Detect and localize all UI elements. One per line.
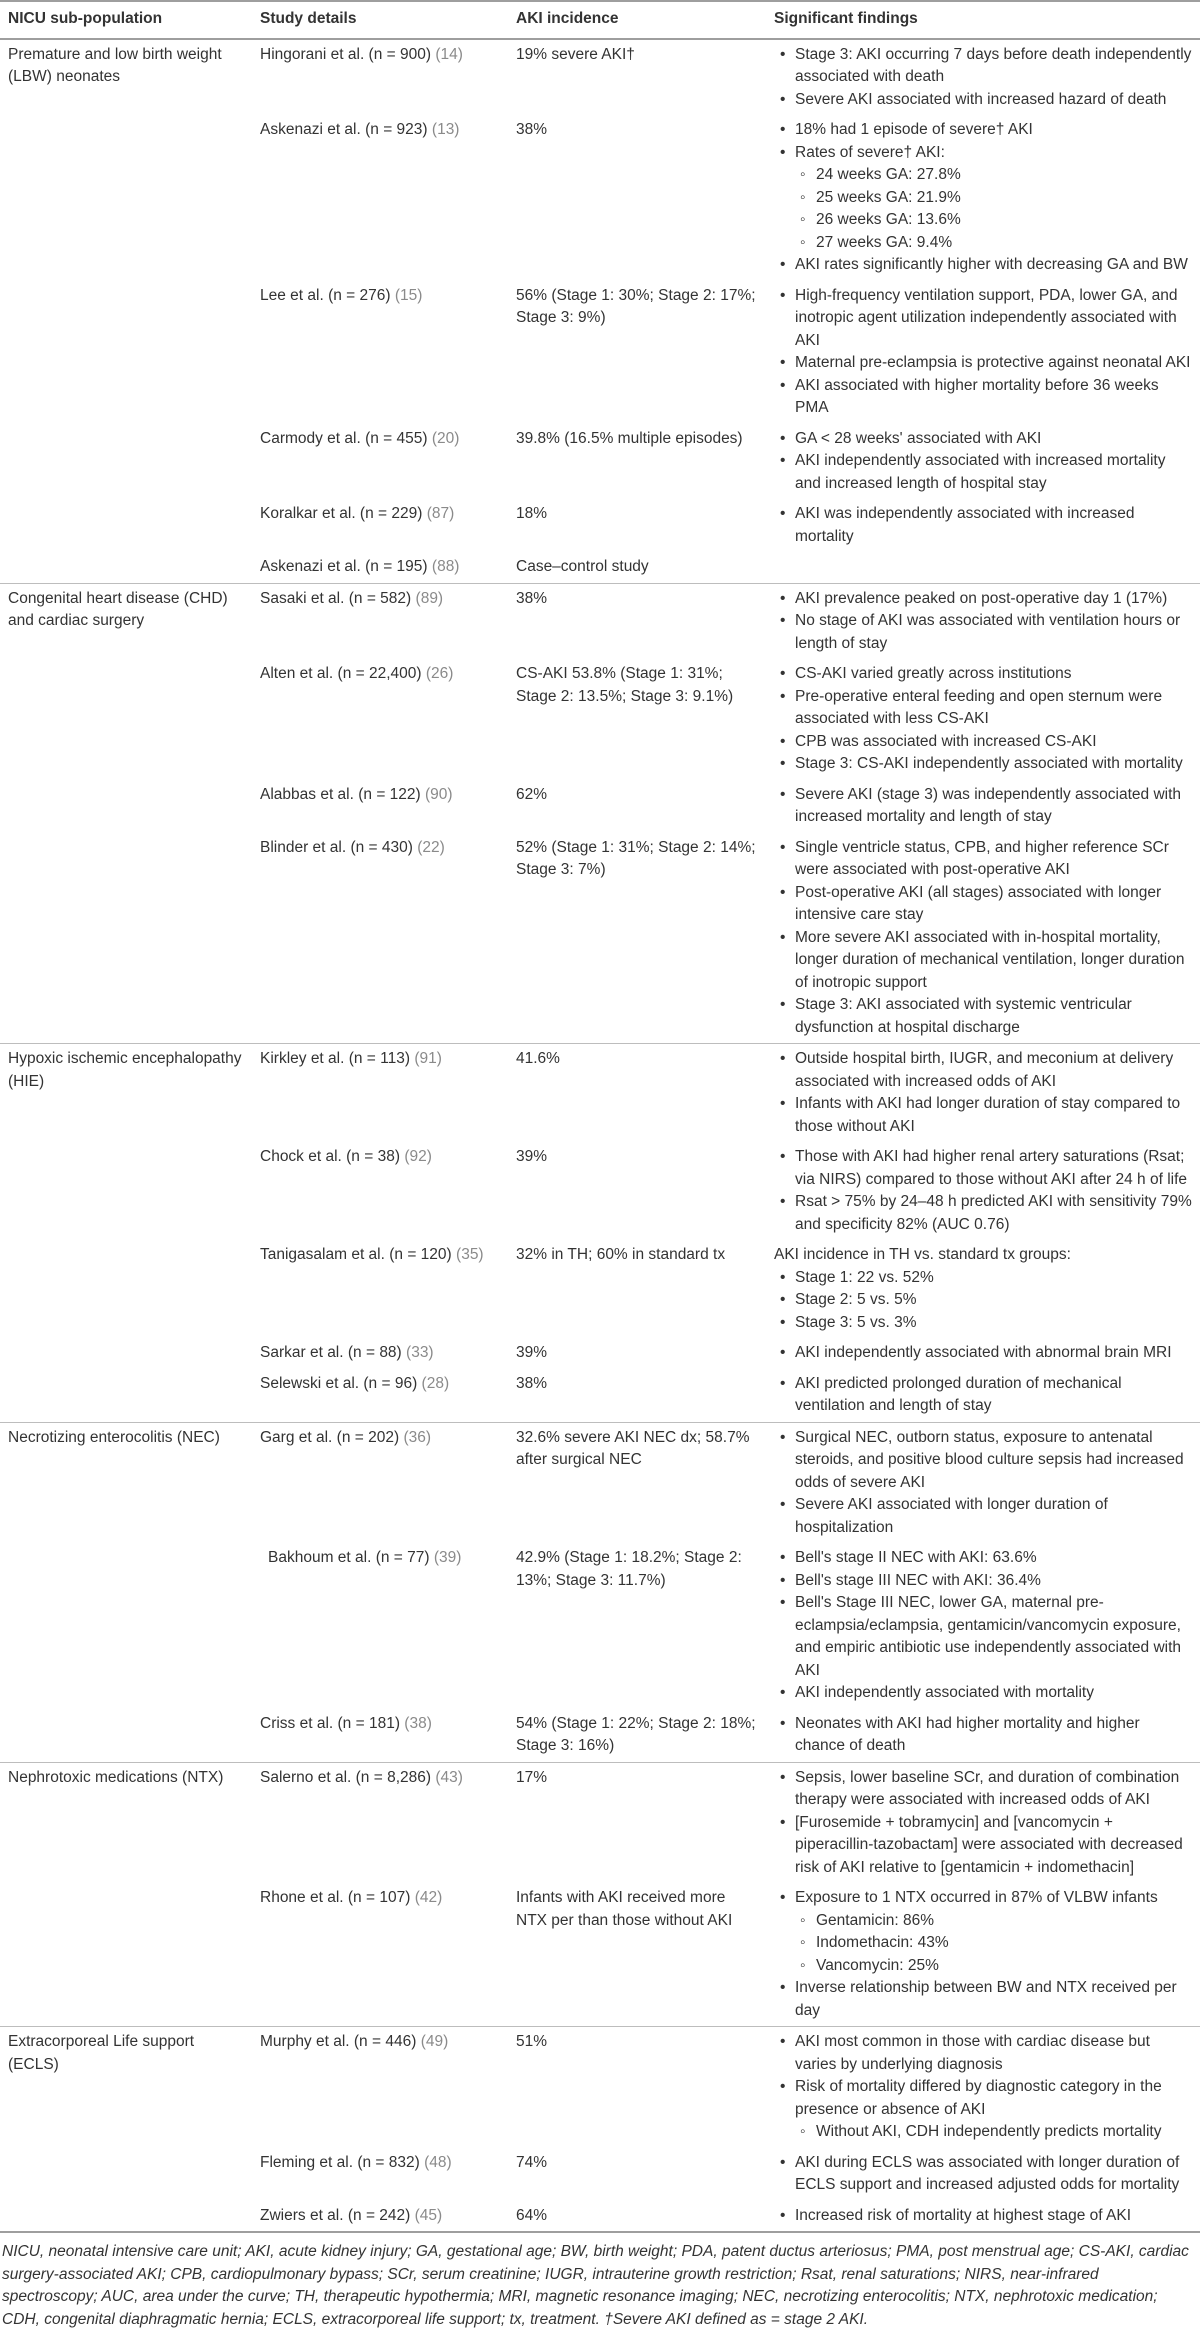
population-cell [0,2201,252,2233]
reference-number: (90) [425,785,453,803]
finding-text: Those with AKI had higher renal artery saturations (Rsat; via NIRS) compared to those without AKI after 24 h of life [795,1148,1188,1188]
finding-text: AKI independently associated with increased mortality and increased length of hospital stay [795,452,1166,492]
finding-subitem: ◦ 25 weeks GA: 21.9% [795,187,1192,210]
table-row [0,780,1200,833]
study-name: Alabbas et al. (n = 122) [260,785,421,803]
study-cell [252,1709,508,1763]
finding-text: Rates of severe† AKI: [795,143,945,161]
finding-text: Stage 3: AKI occurring 7 days before death independently associated with death [795,45,1192,85]
incidence-cell: 39.8% (16.5% multiple episodes) [516,429,743,447]
population-cell [0,424,252,500]
finding-text: Post-operative AKI (all stages) associated with longer intensive care stay [795,883,1162,923]
reference-number: (36) [403,1428,432,1446]
population-cell: Congenital heart disease (CHD) and cardiac surgery [8,589,228,629]
table-row [0,115,1200,281]
findings-cell [766,39,1200,116]
finding-text: AKI predicted prolonged duration of mechanical ventilation and length of stay [795,1374,1122,1414]
finding-sublist [795,1910,1192,1978]
finding-item [774,2031,1192,2076]
findings-list [774,1342,1192,1365]
finding-item [774,1312,1192,1335]
finding-item [774,1547,1192,1570]
header-findings: Significant findings [766,1,1200,39]
finding-item [774,1048,1192,1093]
table-header [0,1,1200,39]
finding-item [774,1977,1192,2022]
finding-text: More severe AKI associated with in-hospital mortality, longer duration of mechanical ventilation, longer duration of inotropic support [795,928,1185,991]
study-name: Garg et al. (n = 202) [260,1428,400,1446]
findings-list [774,1048,1192,1138]
table-row [0,499,1200,552]
incidence-cell: 32% in TH; 60% in standard tx [516,1246,726,1263]
finding-text: CS-AKI varied greatly across institutions [795,665,1072,682]
finding-text: Stage 3: CS-AKI independently associated with mortality [795,755,1183,772]
findings-list [774,2031,1192,2144]
table-row [0,2201,1200,2233]
study-name: Sasaki et al. (n = 582) [260,589,412,607]
findings-list [774,1373,1192,1418]
finding-text: 18% had 1 episode of severe† AKI [795,121,1033,138]
study-cell [252,1369,508,1423]
incidence-cell: 56% (Stage 1: 30%; Stage 2: 17%; Stage 3: 9%) [516,286,756,326]
table-row [0,1543,1200,1709]
finding-item [774,352,1192,375]
table-row [0,1338,1200,1369]
study-cell [252,2201,508,2233]
finding-item [774,1592,1192,1682]
finding-item [774,837,1192,882]
finding-text: Bell's stage III NEC with AKI: 36.4% [795,1571,1041,1589]
reference-number: (49) [420,2033,449,2050]
findings-cell [766,1338,1200,1369]
finding-sublist [795,164,1192,254]
population-cell [0,1883,252,2027]
incidence-cell: 62% [516,785,548,803]
findings-cell [766,115,1200,281]
study-cell [252,833,508,1044]
table-row [0,281,1200,424]
finding-item [774,285,1192,353]
finding-text: Bell's Stage III NEC, lower GA, maternal pre-eclampsia/eclampsia, gentamicin/vancomycin exposure, and empiric antibiotic use independently associated with AKI [795,1594,1182,1679]
finding-item [774,142,1192,255]
findings-list [774,1267,1192,1335]
findings-list [774,2152,1192,2197]
finding-item [774,882,1192,927]
incidence-cell: 39% [516,1344,548,1361]
incidence-cell: 54% (Stage 1: 22%; Stage 2: 18%; Stage 3: 16%) [508,1709,766,1763]
reference-number: (92) [404,1148,432,1165]
finding-item [774,254,1192,277]
finding-item [774,1373,1192,1418]
finding-text: Single ventricle status, CPB, and higher reference SCr were associated with post-operative AKI [795,838,1169,878]
population-cell [0,1142,252,1240]
finding-text: AKI prevalence peaked on post-operative day 1 (17%) [795,589,1168,607]
study-cell [252,1762,508,1883]
population-cell [0,1369,252,1423]
finding-text: Outside hospital birth, IUGR, and meconium at delivery associated with increased odds of AKI [795,1050,1174,1090]
finding-item [774,44,1192,89]
findings-list [774,663,1192,776]
findings-list [774,285,1192,420]
population-cell [0,552,252,583]
finding-item [774,1812,1192,1880]
population-cell [0,1709,252,1763]
incidence-cell: 39% [516,1148,548,1165]
population-cell [0,499,252,552]
population-cell [0,281,252,424]
table-row [0,1369,1200,1423]
reference-number: (45) [414,2206,443,2224]
findings-list [774,837,1192,1040]
table-row [0,1044,1200,1143]
incidence-cell: 74% [516,2153,548,2171]
study-cell [252,1338,508,1369]
reference-number: (14) [435,45,463,63]
study-cell [252,1142,508,1240]
table-footnote: NICU, neonatal intensive care unit; AKI, acute kidney injury; GA, gestational age; BW, birth weight; PDA, patent ductus arteriosus; PMA, post menstrual age; CS-AKI, cardiac surgery-associated AKI; CPB, cardiopulmonary bypass; SCr, serum creatinine; IUGR, intrauterine growth restriction; Rsat, renal saturations; NIRS, near-infrared spectroscopy; AUC, area under the curve; TH, therapeutic hypothermia; MRI, magnetic resonance imaging; NEC, necrotizing enterocolitis; NTX, nephrotoxic medication; CDH, congenital diaphragmatic hernia; ECLS, extracorporeal life support; tx, treatment. †Severe AKI defined as = stage 2 AKI. [2,2243,1189,2328]
study-cell [252,115,508,281]
population-cell [0,115,252,281]
incidence-cell: 18% [516,505,548,522]
study-cell [252,659,508,780]
population-cell [0,833,252,1044]
finding-item [774,503,1192,548]
finding-subitem: ◦ 26 weeks GA: 13.6% [795,209,1192,232]
finding-text: CPB was associated with increased CS-AKI [795,732,1097,750]
finding-subitem: ◦ 27 weeks GA: 9.4% [795,232,1192,255]
finding-item [774,784,1192,829]
study-name: Murphy et al. (n = 446) [260,2033,417,2050]
population-cell: Necrotizing enterocolitis (NEC) [8,1428,220,1446]
reference-number: (15) [394,286,423,304]
incidence-cell: 19% severe AKI† [516,45,635,63]
findings-cell [766,2148,1200,2201]
finding-text: Severe AKI associated with increased hazard of death [795,90,1167,108]
reference-number: (39) [433,1549,462,1566]
table-row [0,1709,1200,1763]
study-name: Carmody et al. (n = 455) [260,429,428,447]
study-name: Salerno et al. (n = 8,286) [260,1768,432,1786]
finding-item [774,1093,1192,1138]
findings-cell [766,1142,1200,1240]
finding-subitem: ◦ Without AKI, CDH independently predicts mortality [795,2121,1192,2144]
reference-number: (42) [414,1889,443,1906]
study-cell [252,552,508,583]
reference-number: (87) [426,505,455,522]
incidence-cell: 38% [508,1369,766,1423]
findings-list [774,428,1192,496]
header-incidence: AKI incidence [508,1,766,39]
findings-cell [766,2201,1200,2233]
incidence-cell: 52% (Stage 1: 31%; Stage 2: 14%; Stage 3: 7%) [508,833,766,1044]
findings-cell [766,1044,1200,1143]
study-cell [252,780,508,833]
study-cell [252,39,508,116]
table-row [0,1762,1200,1883]
finding-text: Severe AKI (stage 3) was independently associated with increased mortality and length of stay [795,785,1182,825]
findings-list [774,784,1192,829]
finding-text: Severe AKI associated with longer duration of hospitalization [795,1496,1108,1536]
reference-number: (28) [421,1374,450,1392]
finding-text: Infants with AKI had longer duration of stay compared to those without AKI [795,1095,1181,1135]
finding-text: Stage 3: AKI associated with systemic ventricular dysfunction at hospital discharge [795,996,1132,1036]
table-body [0,39,1200,2233]
finding-text: High-frequency ventilation support, PDA, lower GA, and inotropic agent utilization independently associated with AKI [795,286,1178,349]
finding-text: Increased risk of mortality at highest stage of AKI [795,2206,1131,2224]
study-name: Lee et al. (n = 276) [260,286,391,304]
finding-text: AKI independently associated with mortality [795,1684,1094,1701]
population-cell: Hypoxic ischemic encephalopathy (HIE) [8,1050,242,1090]
finding-text: Pre-operative enteral feeding and open sternum were associated with less CS-AKI [795,687,1163,727]
finding-subitem: ◦ Gentamicin: 86% [795,1910,1192,1933]
incidence-cell: CS-AKI 53.8% (Stage 1: 31%; Stage 2: 13.5%; Stage 3: 9.1%) [516,665,734,705]
finding-item [774,1767,1192,1812]
reference-number: (20) [431,429,460,447]
finding-item [774,1682,1192,1705]
finding-text: AKI rates significantly higher with decreasing GA and BW [795,256,1188,273]
reference-number: (13) [431,121,460,138]
finding-item [774,119,1192,142]
study-name: Alten et al. (n = 22,400) [260,665,422,682]
table-row [0,833,1200,1044]
study-cell [252,583,508,659]
findings-intro: AKI incidence in TH vs. standard tx groups: [774,1246,1071,1263]
findings-list [774,1887,1192,2022]
findings-cell [766,552,1200,583]
incidence-cell: 17% [516,1768,548,1786]
finding-item [774,588,1192,611]
finding-subitem: ◦ Indomethacin: 43% [795,1932,1192,1955]
study-cell [252,1044,508,1143]
incidence-cell: Infants with AKI received more NTX per than those without AKI [508,1883,766,2027]
reference-number: (43) [435,1768,463,1786]
finding-item [774,1427,1192,1495]
finding-text: Maternal pre-eclampsia is protective against neonatal AKI [795,354,1191,371]
finding-item [774,1713,1192,1758]
table-row [0,552,1200,583]
finding-text: AKI associated with higher mortality before 36 weeks PMA [795,376,1159,416]
finding-subitem: ◦ 24 weeks GA: 27.8% [795,164,1192,187]
study-name: Askenazi et al. (n = 195) [260,558,428,575]
study-name: Sarkar et al. (n = 88) [260,1344,402,1361]
findings-cell [766,1709,1200,1763]
finding-text: No stage of AKI was associated with ventilation hours or length of stay [795,612,1181,652]
study-name: Koralkar et al. (n = 229) [260,505,423,522]
findings-cell [766,2027,1200,2148]
study-name: Selewski et al. (n = 96) [260,1374,418,1392]
incidence-cell: 38% [516,121,548,138]
findings-cell [766,1369,1200,1423]
finding-text: AKI was independently associated with increased mortality [795,505,1135,545]
finding-text: Neonates with AKI had higher mortality and higher chance of death [795,1714,1140,1754]
population-cell [0,780,252,833]
finding-text: [Furosemide + tobramycin] and [vancomycin + piperacillin-tazobactam] were associated with decreased risk of AKI relative to [gentamicin + indomethacin] [795,1813,1183,1876]
finding-item [774,1289,1192,1312]
incidence-cell: Case–control study [508,552,766,583]
study-cell [252,499,508,552]
finding-item [774,375,1192,420]
finding-item [774,1494,1192,1539]
table-row [0,583,1200,659]
study-name: Bakhoum et al. (n = 77) [268,1549,430,1566]
findings-cell [766,659,1200,780]
findings-list [774,1146,1192,1236]
finding-item [774,89,1192,112]
finding-text: Risk of mortality differed by diagnostic category in the presence or absence of AKI [795,2078,1162,2118]
finding-item [774,450,1192,495]
study-cell [252,1422,508,1543]
incidence-cell: 42.9% (Stage 1: 18.2%; Stage 2: 13%; Stage 3: 11.7%) [516,1549,742,1589]
reference-number: (48) [424,2153,452,2171]
reference-number: (35) [456,1246,484,1263]
reference-number: (22) [417,838,445,856]
finding-item [774,428,1192,451]
finding-item [774,1570,1192,1593]
incidence-cell: 51% [516,2033,548,2050]
findings-cell [766,1762,1200,1883]
findings-cell [766,1240,1200,1338]
finding-text: Sepsis, lower baseline SCr, and duration of combination therapy were associated with increased odds of AKI [795,1768,1180,1808]
finding-item [774,663,1192,686]
reference-number: (26) [425,665,454,682]
header-population: NICU sub-population [0,1,252,39]
incidence-cell: 32.6% severe AKI NEC dx; 58.7% after surgical NEC [516,1428,750,1468]
finding-text: Stage 1: 22 vs. 52% [795,1268,934,1286]
study-name: Kirkley et al. (n = 113) [260,1050,411,1067]
study-name: Zwiers et al. (n = 242) [260,2206,411,2224]
population-cell [0,1543,252,1709]
study-cell [252,2148,508,2201]
table-row [0,1142,1200,1240]
findings-list [774,119,1192,277]
study-name: Blinder et al. (n = 430) [260,838,413,856]
population-cell: Nephrotoxic medications (NTX) [8,1768,224,1786]
findings-cell [766,780,1200,833]
reference-number: (88) [431,558,460,575]
finding-item [774,1146,1192,1191]
findings-list [774,588,1192,656]
findings-list [774,1427,1192,1540]
study-cell [252,2027,508,2148]
finding-text: Stage 2: 5 vs. 5% [795,1291,917,1308]
study-name: Fleming et al. (n = 832) [260,2153,420,2171]
findings-cell [766,1543,1200,1709]
finding-item [774,610,1192,655]
study-cell [252,424,508,500]
population-cell: Premature and low birth weight (LBW) neonates [8,45,222,85]
study-name: Tanigasalam et al. (n = 120) [260,1246,452,1263]
study-name: Hingorani et al. (n = 900) [260,45,432,63]
finding-item [774,2205,1192,2228]
table-row [0,2148,1200,2201]
finding-text: Rsat > 75% by 24–48 h predicted AKI with sensitivity 79% and specificity 82% (AUC 0.76) [795,1193,1192,1233]
findings-list [774,1713,1192,1758]
finding-text: Exposure to 1 NTX occurred in 87% of VLBW infants [795,1889,1158,1906]
incidence-cell: 64% [508,2201,766,2233]
finding-item [774,1267,1192,1290]
header-row [0,1,1200,39]
population-cell [0,659,252,780]
finding-text: Inverse relationship between BW and NTX received per day [795,1979,1177,2019]
population-cell [0,1240,252,1338]
findings-list [774,44,1192,112]
study-name: Criss et al. (n = 181) [260,1714,400,1732]
finding-item [774,1191,1192,1236]
finding-item [774,753,1192,776]
findings-cell [766,1883,1200,2027]
study-name: Chock et al. (n = 38) [260,1148,400,1165]
finding-item [774,2152,1192,2197]
findings-cell [766,281,1200,424]
table-row [0,659,1200,780]
study-cell [252,1543,508,1709]
population-cell: Extracorporeal Life support (ECLS) [8,2033,195,2073]
finding-text: Bell's stage II NEC with AKI: 63.6% [795,1549,1037,1566]
finding-item [774,731,1192,754]
finding-text: AKI during ECLS was associated with longer duration of ECLS support and increased adjusted odds for mortality [795,2153,1180,2193]
population-cell [0,1338,252,1369]
table-row [0,1240,1200,1338]
finding-text: AKI independently associated with abnormal brain MRI [795,1344,1172,1361]
findings-list [774,2205,1192,2228]
finding-subitem: ◦ Vancomycin: 25% [795,1955,1192,1978]
reference-number: (33) [406,1344,434,1361]
population-cell [0,2148,252,2201]
incidence-cell: 38% [516,589,548,607]
reference-number: (91) [414,1050,442,1067]
study-name: Rhone et al. (n = 107) [260,1889,411,1906]
findings-cell [766,833,1200,1044]
table-row [0,2027,1200,2148]
finding-text: GA < 28 weeks' associated with AKI [795,429,1042,447]
finding-item [774,994,1192,1039]
findings-list [774,1547,1192,1705]
findings-cell [766,424,1200,500]
study-cell [252,281,508,424]
findings-list [774,1767,1192,1880]
study-cell [252,1883,508,2027]
finding-sublist [795,2121,1192,2144]
table-row [0,1883,1200,2027]
finding-item [774,2076,1192,2144]
table-row [0,424,1200,500]
findings-cell [766,583,1200,659]
study-cell [252,1240,508,1338]
finding-text: AKI most common in those with cardiac disease but varies by underlying diagnosis [795,2033,1150,2073]
findings-list [774,503,1192,548]
reference-number: (89) [415,589,444,607]
finding-item [774,927,1192,995]
finding-text: Stage 3: 5 vs. 3% [795,1313,917,1331]
table-row [0,39,1200,116]
finding-text: Surgical NEC, outborn status, exposure to antenatal steroids, and positive blood culture sepsis had increased odds of severe AKI [795,1428,1184,1491]
study-name: Askenazi et al. (n = 923) [260,121,428,138]
finding-item [774,686,1192,731]
finding-item [774,1342,1192,1365]
table-row [0,1422,1200,1543]
findings-cell [766,499,1200,552]
header-study: Study details [252,1,508,39]
incidence-cell: 41.6% [516,1050,560,1067]
findings-cell [766,1422,1200,1543]
reference-number: (38) [404,1714,432,1732]
finding-item [774,1887,1192,1977]
